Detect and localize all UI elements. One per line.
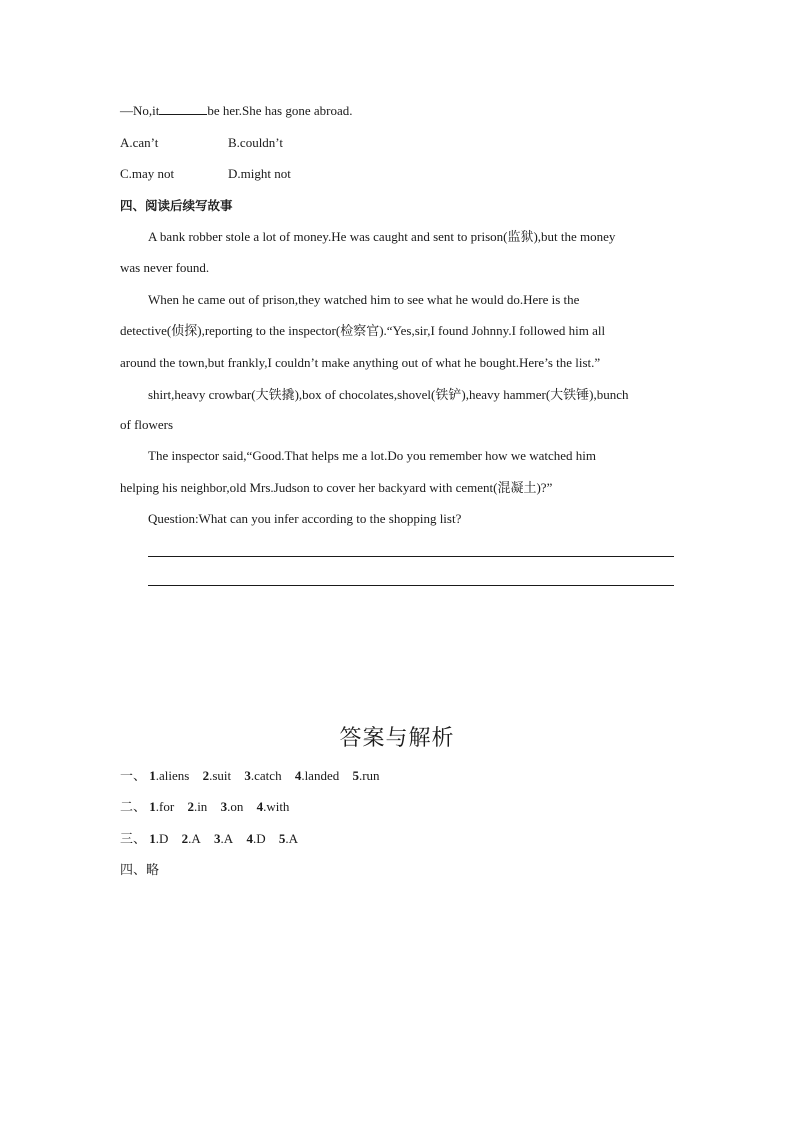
answer-number: 1 bbox=[149, 831, 156, 846]
answer-text: .D bbox=[155, 831, 169, 846]
answer-row-label: 四、略 bbox=[120, 863, 160, 878]
answer-text: .D bbox=[252, 831, 266, 846]
story-paragraph-2-line-1: When he came out of prison,they watched him to see what he would do.Here is the bbox=[148, 292, 580, 307]
story-paragraph-1-line-2: was never found. bbox=[120, 260, 210, 275]
answers-title: 答案与解析 bbox=[339, 726, 455, 751]
answer-row-4 bbox=[120, 862, 159, 879]
answer-row-1 bbox=[120, 768, 390, 785]
answer-text: .A bbox=[220, 831, 234, 846]
story-paragraph-2-line-3: around the town,but frankly,I couldn’t make anything out of what he bought.Here’s the list.” bbox=[120, 355, 601, 370]
answer-text: .catch bbox=[250, 768, 282, 783]
answer-text: .for bbox=[155, 799, 175, 814]
answer-text: .with bbox=[263, 799, 290, 814]
answer-number: 3 bbox=[220, 799, 228, 814]
dialogue-prefix: —No,it bbox=[120, 103, 160, 118]
writing-line-1[interactable] bbox=[148, 556, 674, 557]
answer-number: 5 bbox=[352, 768, 359, 783]
answer-row-label: 二、 bbox=[120, 800, 147, 815]
answer-row-label: 三、 bbox=[120, 832, 147, 847]
option-b: B.couldn’t bbox=[228, 135, 284, 150]
answer-number: 4 bbox=[294, 768, 302, 783]
option-d: D.might not bbox=[228, 166, 291, 181]
question-text: Question:What can you infer according to the shopping list? bbox=[148, 511, 462, 526]
answer-text: .A bbox=[285, 831, 298, 846]
answer-number: 1 bbox=[149, 768, 156, 783]
answer-text: .landed bbox=[301, 768, 340, 783]
shopping-list-line-2: of flowers bbox=[120, 417, 174, 432]
answer-number: 2 bbox=[202, 768, 210, 783]
answer-number: 5 bbox=[278, 831, 286, 846]
option-a: A.can’t bbox=[120, 135, 159, 150]
story-paragraph-2-line-2: detective(侦探),reporting to the inspector(检察官).“Yes,sir,I found Johnny.I followed him all bbox=[120, 323, 606, 338]
answer-text: .aliens bbox=[155, 768, 190, 783]
answer-text: .A bbox=[188, 831, 201, 846]
story-paragraph-4-line-2: helping his neighbor,old Mrs.Judson to cover her backyard with cement(混凝土)?” bbox=[120, 480, 553, 495]
answer-row-2 bbox=[120, 799, 299, 816]
answer-number: 3 bbox=[244, 768, 251, 783]
answer-row-3 bbox=[120, 831, 308, 848]
answer-number: 2 bbox=[187, 799, 194, 814]
story-paragraph-1-line-1: A bank robber stole a lot of money.He was caught and sent to prison(监狱),but the money bbox=[148, 229, 616, 244]
answer-number: 3 bbox=[214, 831, 221, 846]
answer-text: .suit bbox=[209, 768, 232, 783]
section-heading: 四、阅读后续写故事 bbox=[120, 198, 233, 213]
answer-text: .in bbox=[193, 799, 208, 814]
writing-line-2[interactable] bbox=[148, 585, 674, 586]
dialogue-line bbox=[120, 103, 353, 119]
answer-number: 1 bbox=[149, 799, 156, 814]
answer-number: 4 bbox=[256, 799, 264, 814]
shopping-list-line-1: shirt,heavy crowbar(大铁撬),box of chocolates,shovel(铁铲),heavy hammer(大铁锤),bunch bbox=[148, 387, 629, 402]
answer-text: .on bbox=[227, 799, 244, 814]
dialogue-suffix: be her.She has gone abroad. bbox=[207, 103, 353, 118]
answer-number: 2 bbox=[181, 831, 189, 846]
answer-blank bbox=[159, 103, 207, 115]
story-paragraph-4-line-1: The inspector said,“Good.That helps me a lot.Do you remember how we watched him bbox=[148, 448, 597, 463]
answer-text: .run bbox=[358, 768, 380, 783]
option-c: C.may not bbox=[120, 166, 175, 181]
answer-row-label: 一、 bbox=[120, 769, 147, 784]
answer-number: 4 bbox=[246, 831, 253, 846]
